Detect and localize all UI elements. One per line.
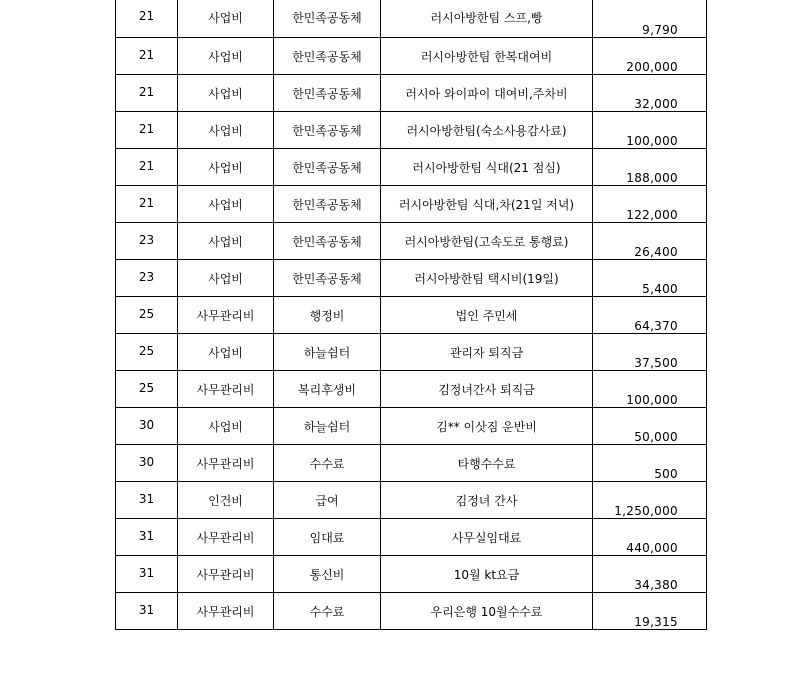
table-row bbox=[116, 444, 707, 481]
day-cell: 30 bbox=[116, 407, 178, 444]
category-cell: 사업비 bbox=[178, 111, 274, 148]
description-cell: 10월 kt요금 bbox=[381, 555, 593, 592]
table-row bbox=[116, 37, 707, 74]
day-cell: 25 bbox=[116, 370, 178, 407]
day-cell: 25 bbox=[116, 333, 178, 370]
description-cell: 러시아방한팀 택시비(19일) bbox=[381, 259, 593, 296]
subcategory-cell: 복리후생비 bbox=[274, 370, 381, 407]
table-row bbox=[116, 148, 707, 185]
category-cell: 사무관리비 bbox=[178, 370, 274, 407]
amount-cell: 188,000 bbox=[593, 148, 707, 185]
day-cell: 21 bbox=[116, 111, 178, 148]
expense-ledger-table bbox=[115, 0, 707, 630]
amount-cell: 1,250,000 bbox=[593, 481, 707, 518]
table-row bbox=[116, 74, 707, 111]
subcategory-cell: 한민족공동체 bbox=[274, 0, 381, 37]
table-row bbox=[116, 407, 707, 444]
table-row bbox=[116, 222, 707, 259]
subcategory-cell: 한민족공동체 bbox=[274, 74, 381, 111]
day-cell: 21 bbox=[116, 0, 178, 37]
subcategory-cell: 한민족공동체 bbox=[274, 259, 381, 296]
category-cell: 사업비 bbox=[178, 222, 274, 259]
amount-cell: 32,000 bbox=[593, 74, 707, 111]
subcategory-cell: 수수료 bbox=[274, 444, 381, 481]
description-cell: 우리은행 10월수수료 bbox=[381, 592, 593, 629]
description-cell: 사무실임대료 bbox=[381, 518, 593, 555]
category-cell: 사무관리비 bbox=[178, 592, 274, 629]
day-cell: 31 bbox=[116, 555, 178, 592]
description-cell: 관리자 퇴직금 bbox=[381, 333, 593, 370]
table-row bbox=[116, 333, 707, 370]
day-cell: 31 bbox=[116, 518, 178, 555]
amount-cell: 19,315 bbox=[593, 592, 707, 629]
category-cell: 사업비 bbox=[178, 74, 274, 111]
day-cell: 21 bbox=[116, 148, 178, 185]
day-cell: 25 bbox=[116, 296, 178, 333]
category-cell: 사업비 bbox=[178, 148, 274, 185]
amount-cell: 26,400 bbox=[593, 222, 707, 259]
description-cell: 러시아방한팀(고속도로 통행료) bbox=[381, 222, 593, 259]
category-cell: 사업비 bbox=[178, 37, 274, 74]
description-cell: 타행수수료 bbox=[381, 444, 593, 481]
day-cell: 30 bbox=[116, 444, 178, 481]
day-cell: 23 bbox=[116, 222, 178, 259]
description-cell: 김정녀 간사 bbox=[381, 481, 593, 518]
amount-cell: 9,790 bbox=[593, 0, 707, 37]
amount-cell: 440,000 bbox=[593, 518, 707, 555]
category-cell: 사무관리비 bbox=[178, 518, 274, 555]
description-cell: 러시아방한팀 스프,빵 bbox=[381, 0, 593, 37]
table-row bbox=[116, 555, 707, 592]
amount-cell: 500 bbox=[593, 444, 707, 481]
amount-cell: 100,000 bbox=[593, 111, 707, 148]
description-cell: 러시아 와이파이 대여비,주차비 bbox=[381, 74, 593, 111]
description-cell: 러시아방한팀 한복대여비 bbox=[381, 37, 593, 74]
subcategory-cell: 한민족공동체 bbox=[274, 185, 381, 222]
description-cell: 러시아방한팀 식대,차(21일 저녁) bbox=[381, 185, 593, 222]
description-cell: 법인 주민세 bbox=[381, 296, 593, 333]
day-cell: 31 bbox=[116, 592, 178, 629]
subcategory-cell: 급여 bbox=[274, 481, 381, 518]
table-row bbox=[116, 296, 707, 333]
table-row bbox=[116, 592, 707, 629]
table-row bbox=[116, 370, 707, 407]
subcategory-cell: 하늘쉼터 bbox=[274, 333, 381, 370]
table-row bbox=[116, 111, 707, 148]
day-cell: 21 bbox=[116, 37, 178, 74]
amount-cell: 200,000 bbox=[593, 37, 707, 74]
amount-cell: 50,000 bbox=[593, 407, 707, 444]
amount-cell: 100,000 bbox=[593, 370, 707, 407]
description-cell: 김정녀간사 퇴직금 bbox=[381, 370, 593, 407]
subcategory-cell: 한민족공동체 bbox=[274, 148, 381, 185]
category-cell: 사업비 bbox=[178, 333, 274, 370]
subcategory-cell: 한민족공동체 bbox=[274, 222, 381, 259]
day-cell: 21 bbox=[116, 185, 178, 222]
category-cell: 사업비 bbox=[178, 259, 274, 296]
day-cell: 31 bbox=[116, 481, 178, 518]
table-row bbox=[116, 518, 707, 555]
amount-cell: 64,370 bbox=[593, 296, 707, 333]
description-cell: 러시아방한팀(숙소사용감사료) bbox=[381, 111, 593, 148]
day-cell: 21 bbox=[116, 74, 178, 111]
amount-cell: 5,400 bbox=[593, 259, 707, 296]
subcategory-cell: 하늘쉼터 bbox=[274, 407, 381, 444]
category-cell: 사업비 bbox=[178, 407, 274, 444]
amount-cell: 34,380 bbox=[593, 555, 707, 592]
category-cell: 사무관리비 bbox=[178, 444, 274, 481]
table-row bbox=[116, 0, 707, 37]
day-cell: 23 bbox=[116, 259, 178, 296]
subcategory-cell: 행정비 bbox=[274, 296, 381, 333]
subcategory-cell: 한민족공동체 bbox=[274, 37, 381, 74]
category-cell: 사업비 bbox=[178, 185, 274, 222]
table-row bbox=[116, 259, 707, 296]
category-cell: 사무관리비 bbox=[178, 555, 274, 592]
amount-cell: 37,500 bbox=[593, 333, 707, 370]
table-row bbox=[116, 481, 707, 518]
table-row bbox=[116, 185, 707, 222]
description-cell: 김** 이삿짐 운반비 bbox=[381, 407, 593, 444]
ledger-body bbox=[116, 0, 707, 629]
amount-cell: 122,000 bbox=[593, 185, 707, 222]
subcategory-cell: 통신비 bbox=[274, 555, 381, 592]
description-cell: 러시아방한팀 식대(21 점심) bbox=[381, 148, 593, 185]
category-cell: 사무관리비 bbox=[178, 296, 274, 333]
subcategory-cell: 수수료 bbox=[274, 592, 381, 629]
subcategory-cell: 한민족공동체 bbox=[274, 111, 381, 148]
category-cell: 인건비 bbox=[178, 481, 274, 518]
category-cell: 사업비 bbox=[178, 0, 274, 37]
subcategory-cell: 임대료 bbox=[274, 518, 381, 555]
